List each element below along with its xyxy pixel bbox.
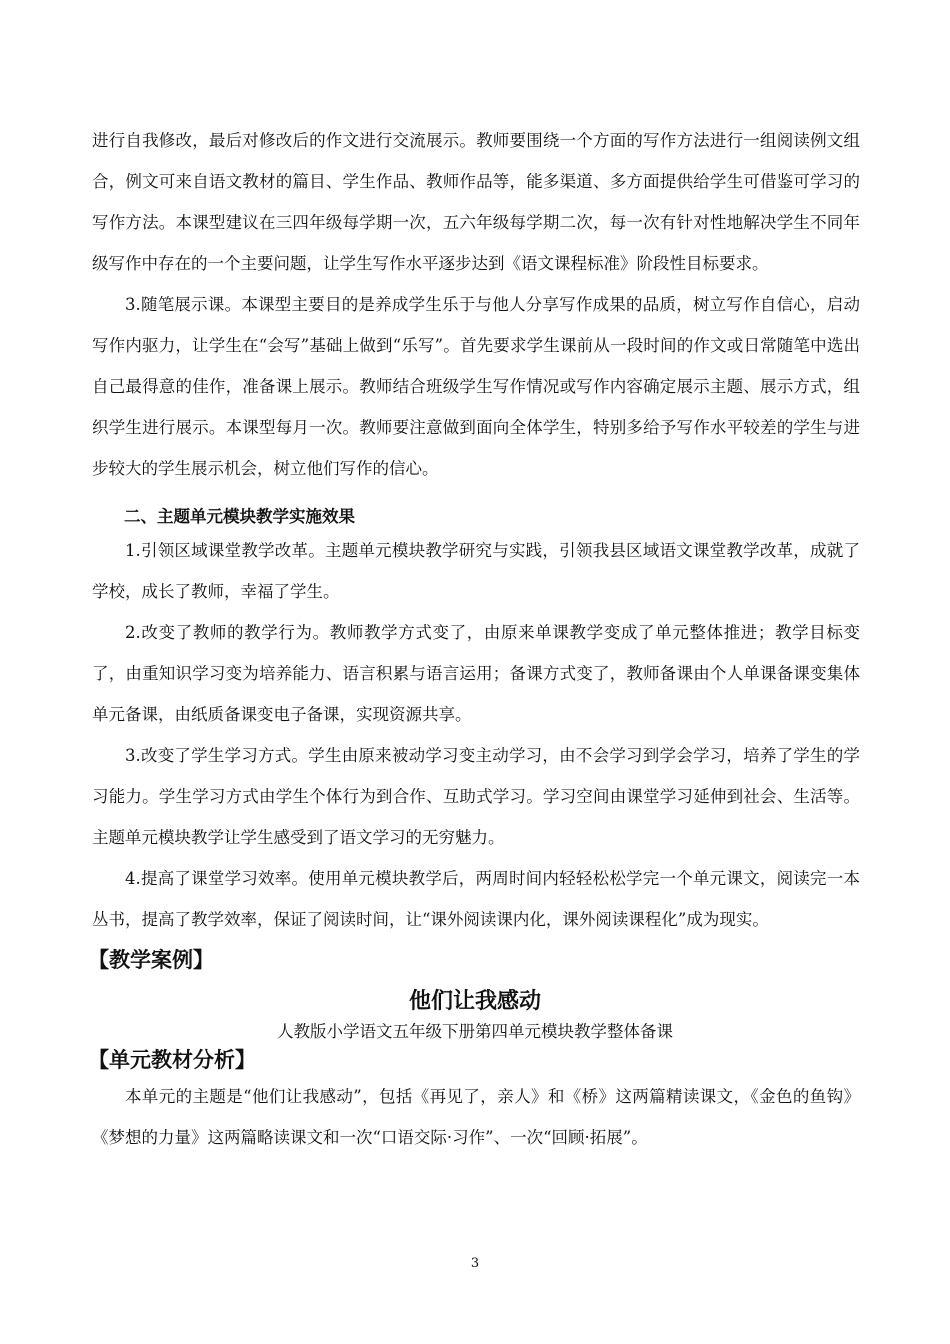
page-number: 3: [470, 1256, 480, 1271]
section-heading-effects: 二、主题单元模块教学实施效果: [124, 507, 355, 526]
paragraph-effect-4: 4.提高了课堂学习效率。使用单元模块教学后，两周时间内轻轻松松学完一个单元课文，阅读完一本丛书，提高了教学效率，保证了阅读时间，让“课外阅读课内化，课外阅读课程化”成为现实。: [92, 869, 860, 929]
teaching-case-heading: 【教学案例】: [88, 948, 214, 972]
case-subtitle: 人教版小学语文五年级下册第四单元模块教学整体备课: [277, 1022, 673, 1041]
paragraph-effect-2: 2.改变了教师的教学行为。教师教学方式变了，由原来单课教学变成了单元整体推进；教学目标变了，由重知识学习变为培养能力、语言积累与语言运用；备课方式变了，教师备课由个人单课备课变集体单元备课，由纸质备课变电子备课，实现资源共享。: [92, 623, 860, 724]
paragraph-unit-analysis: 本单元的主题是“他们让我感动”，包括《再见了，亲人》和《桥》这两篇精读课文，《金色的鱼钩》《梦想的力量》这两篇略读课文和一次“口语交际·习作”、一次“回顾·拓展”。: [92, 1087, 860, 1147]
paragraph-effect-3: 3.改变了学生学习方式。学生由原来被动学习变主动学习，由不会学习到学会学习，培养了学生的学习能力。学生学习方式由学生个体行为到合作、互助式学习。学习空间由课堂学习延伸到社会、生活等。主题单元模块教学让学生感受到了语文学习的无穷魅力。: [92, 746, 860, 847]
unit-analysis-heading: 【单元教材分析】: [88, 1048, 256, 1072]
paragraph-essay-showcase: 3.随笔展示课。本课型主要目的是养成学生乐于与他人分享写作成果的品质，树立写作自信心，启动写作内驱力，让学生在“会写”基础上做到“乐写”。首先要求学生课前从一段时间的作文或日常随笔中选出自己最得意的佳作，准备课上展示。教师结合班级学生写作情况或写作内容确定展示主题、展示方式，组织学生进行展示。本课型每月一次。教师要注意做到面向全体学生，特别多给予写作水平较差的学生与进步较大的学生展示机会，树立他们写作的信心。: [92, 295, 860, 478]
case-title: 他们让我感动: [408, 989, 541, 1014]
paragraph-continuation: 进行自我修改，最后对修改后的作文进行交流展示。教师要围绕一个方面的写作方法进行一组阅读例文组合，例文可来自语文教材的篇目、学生作品、教师作品等，能多渠道、多方面提供给学生可借鉴可学习的写作方法。本课型建议在三四年级每学期一次，五六年级每学期二次，每一次有针对性地解决学生不同年级写作中存在的一个主要问题，让学生写作水平逐步达到《语文课程标准》阶段性目标要求。: [92, 131, 860, 273]
paragraph-effect-1: 1.引领区域课堂教学改革。主题单元模块教学研究与实践，引领我县区域语文课堂教学改革，成就了学校，成长了教师，幸福了学生。: [92, 541, 860, 601]
